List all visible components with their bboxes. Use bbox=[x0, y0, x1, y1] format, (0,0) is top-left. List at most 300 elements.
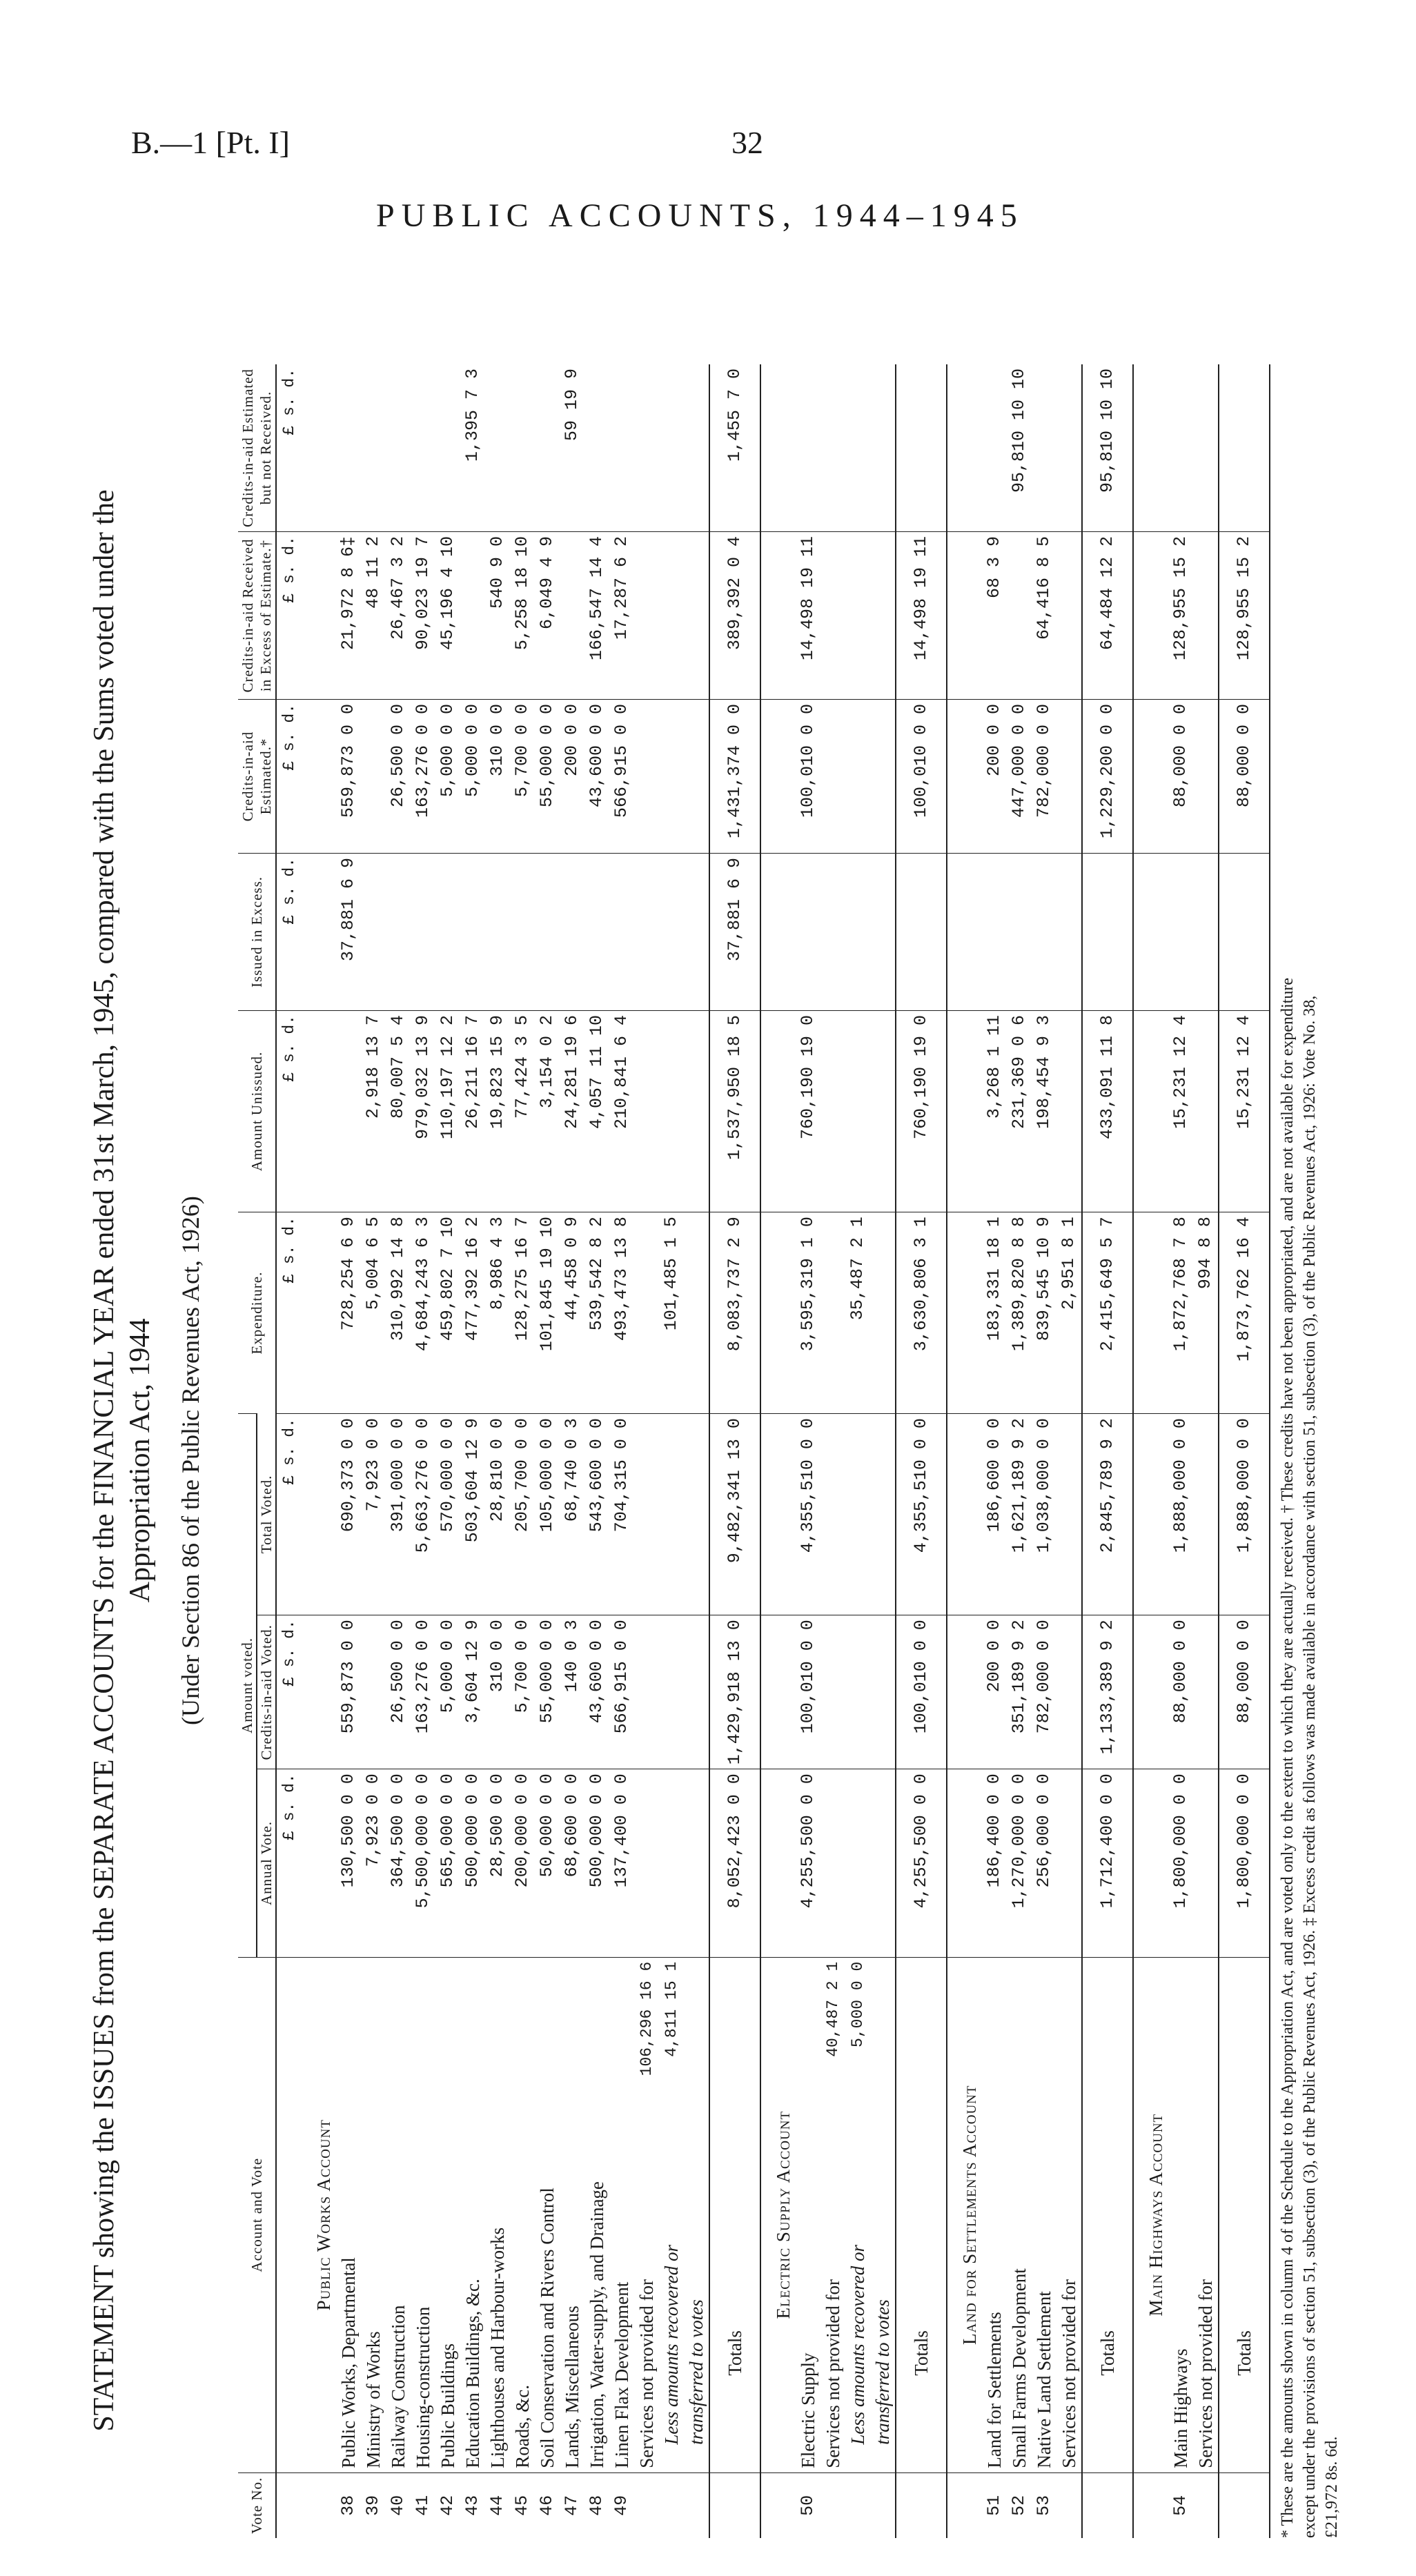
col-issued-in-excess: Issued in Excess. bbox=[238, 854, 276, 1011]
empty-cell bbox=[760, 1011, 796, 1212]
amount-civ: 26,500 0 0 bbox=[386, 1615, 411, 1769]
services-label-text: Services not provided for bbox=[823, 2279, 843, 2468]
amount-est bbox=[1193, 700, 1219, 854]
amount-annual: 137,400 0 0 bbox=[609, 1769, 634, 1957]
amount-annual: 364,500 0 0 bbox=[386, 1769, 411, 1957]
vote-cell bbox=[947, 2472, 982, 2538]
empty-cell bbox=[947, 364, 982, 532]
col-total-voted: Total Voted. bbox=[257, 1414, 276, 1615]
amount-est: 43,600 0 0 bbox=[584, 700, 609, 854]
vote-number: 38 bbox=[336, 2472, 361, 2538]
amount-est: 5,000 0 0 bbox=[460, 700, 485, 854]
empty-cell bbox=[760, 1414, 796, 1615]
empty-cell bbox=[634, 1615, 659, 1769]
amount-total: 690,373 0 0 bbox=[336, 1414, 361, 1615]
amount-notrecv bbox=[796, 364, 820, 532]
amount-recv: 14,498 19 11 bbox=[796, 532, 820, 700]
amount-est: 5,000 0 0 bbox=[435, 700, 460, 854]
vote-number: 48 bbox=[584, 2472, 609, 2538]
amount-total bbox=[1193, 1414, 1219, 1615]
table-row bbox=[1032, 364, 1056, 2538]
empty-cell bbox=[659, 1011, 709, 1212]
amount-recv bbox=[560, 532, 584, 700]
services-row bbox=[820, 364, 845, 2538]
amount-excess bbox=[435, 854, 460, 1011]
net-services-expenditure: 35,487 2 1 bbox=[845, 1212, 896, 1414]
vote-number: 39 bbox=[361, 2472, 386, 2538]
vote-number bbox=[1056, 2472, 1082, 2538]
vote-cell bbox=[1133, 2472, 1168, 2538]
document-code: B.—1 [Pt. I] bbox=[131, 125, 290, 160]
empty-cell bbox=[820, 1414, 845, 1615]
amount-annual: 50,000 0 0 bbox=[535, 1769, 560, 1957]
total-unissued: 433,091 11 8 bbox=[1082, 1011, 1133, 1212]
vote-number: 44 bbox=[485, 2472, 510, 2538]
amount-excess bbox=[1007, 854, 1032, 1011]
vote-cell bbox=[634, 2472, 659, 2538]
table-row bbox=[510, 364, 535, 2538]
amount-excess bbox=[1056, 854, 1082, 1011]
units-row bbox=[276, 364, 302, 2538]
amount-notrecv bbox=[361, 364, 386, 532]
total-exp: 3,630,806 3 1 bbox=[896, 1212, 947, 1414]
amount-total: 704,315 0 0 bbox=[609, 1414, 634, 1615]
empty-cell bbox=[820, 364, 845, 532]
empty-cell bbox=[634, 1414, 659, 1615]
table-row bbox=[336, 364, 361, 2538]
empty-cell bbox=[760, 1212, 796, 1414]
empty-cell bbox=[760, 1615, 796, 1769]
amount-est: 200 0 0 bbox=[982, 700, 1007, 854]
empty-cell bbox=[634, 1769, 659, 1957]
empty-cell bbox=[659, 854, 709, 1011]
total-civ: 100,010 0 0 bbox=[896, 1615, 947, 1769]
statement-heading-line2: Appropriation Act, 1944 bbox=[124, 1318, 156, 1603]
account-name: Irrigation, Water-supply, and Drainage bbox=[584, 1957, 609, 2472]
empty-cell bbox=[947, 1769, 982, 1957]
total-total: 1,888,000 0 0 bbox=[1219, 1414, 1270, 1615]
amount-notrecv bbox=[435, 364, 460, 532]
amount-total: 1,888,000 0 0 bbox=[1168, 1414, 1193, 1615]
amount-civ: 200 0 0 bbox=[982, 1615, 1007, 1769]
amount-civ: 100,010 0 0 bbox=[796, 1615, 820, 1769]
vote-number: 43 bbox=[460, 2472, 485, 2538]
empty-cell bbox=[845, 532, 896, 700]
amount-annual: 130,500 0 0 bbox=[336, 1769, 361, 1957]
totals-label: Totals bbox=[1082, 1957, 1133, 2472]
amount-exp: 459,802 7 10 bbox=[435, 1212, 460, 1414]
empty-cell bbox=[820, 532, 845, 700]
amount-exp: 1,389,820 8 8 bbox=[1007, 1212, 1032, 1414]
amount-est: 447,000 0 0 bbox=[1007, 700, 1032, 854]
table-row bbox=[584, 364, 609, 2538]
amount-excess bbox=[460, 854, 485, 1011]
total-civ: 1,429,918 13 0 bbox=[709, 1615, 760, 1769]
statement-heading bbox=[86, 345, 158, 2576]
account-name: Roads, &c. bbox=[510, 1957, 535, 2472]
totals-label: Totals bbox=[896, 1957, 947, 2472]
amount-excess bbox=[1168, 854, 1193, 1011]
less-label-text: Less amounts recovered or transferred to votes bbox=[661, 2245, 707, 2445]
account-name: Soil Conservation and Rivers Control bbox=[535, 1957, 560, 2472]
amount-annual bbox=[1193, 1769, 1219, 1957]
vote-cell bbox=[760, 2472, 796, 2538]
footnote-line: * These are the amounts shown in column 4 of the Schedule to the Appropriation Act, and are voted only to the extent to which they are actually received. † These credits have not been appropriated, and are not available for expenditure bbox=[1279, 977, 1297, 2538]
empty-cell bbox=[302, 1769, 336, 1957]
total-unissued: 1,537,950 18 5 bbox=[709, 1011, 760, 1212]
amount-civ: 5,700 0 0 bbox=[510, 1615, 535, 1769]
total-civ: 1,133,389 9 2 bbox=[1082, 1615, 1133, 1769]
amount-exp: 5,004 6 5 bbox=[361, 1212, 386, 1414]
amount-total: 4,355,510 0 0 bbox=[796, 1414, 820, 1615]
amount-est: 100,010 0 0 bbox=[796, 700, 820, 854]
amount-civ: 310 0 0 bbox=[485, 1615, 510, 1769]
account-name: Lighthouses and Harbour-works bbox=[485, 1957, 510, 2472]
empty-cell bbox=[1133, 1212, 1168, 1414]
amount-recv: 64,416 8 5 bbox=[1032, 532, 1056, 700]
amount-annual: 68,600 0 0 bbox=[560, 1769, 584, 1957]
table-row bbox=[535, 364, 560, 2538]
amount-excess bbox=[535, 854, 560, 1011]
amount-unissued: 15,231 12 4 bbox=[1168, 1011, 1193, 1212]
amount-est: 310 0 0 bbox=[485, 700, 510, 854]
amount-excess bbox=[361, 854, 386, 1011]
section-title-row bbox=[1133, 364, 1168, 2538]
empty-cell bbox=[302, 700, 336, 854]
totals-row bbox=[709, 364, 760, 2538]
total-excess bbox=[896, 854, 947, 1011]
account-name: Linen Flax Development bbox=[609, 1957, 634, 2472]
table-row bbox=[411, 364, 435, 2538]
empty-cell bbox=[659, 1615, 709, 1769]
amount-annual: 500,000 0 0 bbox=[460, 1769, 485, 1957]
less-row bbox=[659, 364, 709, 2538]
total-notrecv bbox=[1219, 364, 1270, 532]
page-number: 32 bbox=[731, 125, 763, 160]
amount-total: 7,923 0 0 bbox=[361, 1414, 386, 1615]
vote-cell bbox=[1082, 2472, 1133, 2538]
amount-exp: 310,992 14 8 bbox=[386, 1212, 411, 1414]
amount-total: 570,000 0 0 bbox=[435, 1414, 460, 1615]
total-annual: 8,052,423 0 0 bbox=[709, 1769, 760, 1957]
units: £ s. d. bbox=[276, 1011, 302, 1212]
amount-est: 559,873 0 0 bbox=[336, 700, 361, 854]
amount-excess bbox=[982, 854, 1007, 1011]
amount-exp: 4,684,243 6 3 bbox=[411, 1212, 435, 1414]
amount-annual: 1,270,000 0 0 bbox=[1007, 1769, 1032, 1957]
total-est: 1,229,200 0 0 bbox=[1082, 700, 1133, 854]
amount-exp: 539,542 8 2 bbox=[584, 1212, 609, 1414]
amount-excess bbox=[510, 854, 535, 1011]
total-notrecv: 95,810 10 10 bbox=[1082, 364, 1133, 532]
vote-number: 50 bbox=[796, 2472, 820, 2538]
vote-number: 46 bbox=[535, 2472, 560, 2538]
table-row bbox=[1056, 364, 1082, 2538]
amount-exp: 128,275 16 7 bbox=[510, 1212, 535, 1414]
section-title-row bbox=[947, 364, 982, 2538]
amount-notrecv bbox=[535, 364, 560, 532]
amount-total: 1,621,189 9 2 bbox=[1007, 1414, 1032, 1615]
empty-cell bbox=[820, 1212, 845, 1414]
empty-cell bbox=[845, 1414, 896, 1615]
account-name: Education Buildings, &c. bbox=[460, 1957, 485, 2472]
amount-recv: 68 3 9 bbox=[982, 532, 1007, 700]
section-title: Main Highways Account bbox=[1133, 1957, 1168, 2472]
vote-number: 52 bbox=[1007, 2472, 1032, 2538]
amount-civ bbox=[1193, 1615, 1219, 1769]
table-row bbox=[1193, 364, 1219, 2538]
empty-cell bbox=[1133, 1414, 1168, 1615]
empty-cell bbox=[845, 1769, 896, 1957]
amount-total: 205,700 0 0 bbox=[510, 1414, 535, 1615]
table-row bbox=[386, 364, 411, 2538]
empty-cell bbox=[1133, 364, 1168, 532]
total-recv: 14,498 19 11 bbox=[896, 532, 947, 700]
amount-notrecv bbox=[510, 364, 535, 532]
total-excess: 37,881 6 9 bbox=[709, 854, 760, 1011]
account-name: Native Land Settlement bbox=[1032, 1957, 1056, 2472]
empty-cell bbox=[302, 1212, 336, 1414]
amount-annual: 256,000 0 0 bbox=[1032, 1769, 1056, 1957]
amount-recv: 17,287 6 2 bbox=[609, 532, 634, 700]
total-annual: 1,800,000 0 0 bbox=[1219, 1769, 1270, 1957]
amount-total: 1,038,000 0 0 bbox=[1032, 1414, 1056, 1615]
amount-annual: 186,400 0 0 bbox=[982, 1769, 1007, 1957]
amount-excess: 37,881 6 9 bbox=[336, 854, 361, 1011]
amount-unissued: 979,032 13 9 bbox=[411, 1011, 435, 1212]
amount-unissued: 80,007 5 4 bbox=[386, 1011, 411, 1212]
col-amount-unissued: Amount Unissued. bbox=[238, 1011, 276, 1212]
amount-notrecv bbox=[411, 364, 435, 532]
empty-cell bbox=[845, 1011, 896, 1212]
empty-cell bbox=[820, 700, 845, 854]
col-credits-not-received: Credits-in-aid Estimated but not Received. bbox=[238, 364, 276, 532]
total-unissued: 760,190 19 0 bbox=[896, 1011, 947, 1212]
vote-number bbox=[1193, 2472, 1219, 2538]
amount-civ bbox=[1056, 1615, 1082, 1769]
empty-cell bbox=[820, 1615, 845, 1769]
empty-cell bbox=[659, 532, 709, 700]
vote-number: 51 bbox=[982, 2472, 1007, 2538]
empty-cell bbox=[820, 1011, 845, 1212]
total-total: 9,482,341 13 0 bbox=[709, 1414, 760, 1615]
amount-exp: 8,986 4 3 bbox=[485, 1212, 510, 1414]
services-row bbox=[634, 364, 659, 2538]
vote-cell bbox=[659, 2472, 709, 2538]
section-title-row bbox=[760, 364, 796, 2538]
account-name: Land for Settlements bbox=[982, 1957, 1007, 2472]
amount-civ: 5,000 0 0 bbox=[435, 1615, 460, 1769]
amount-est: 163,276 0 0 bbox=[411, 700, 435, 854]
amount-excess bbox=[609, 854, 634, 1011]
empty-cell bbox=[302, 1615, 336, 1769]
amount-exp: 183,331 18 1 bbox=[982, 1212, 1007, 1414]
vote-cell bbox=[302, 2472, 336, 2538]
total-excess bbox=[1082, 854, 1133, 1011]
vote-number: 41 bbox=[411, 2472, 435, 2538]
vote-cell bbox=[896, 2472, 947, 2538]
amount-exp: 994 8 8 bbox=[1193, 1212, 1219, 1414]
empty-cell bbox=[1133, 854, 1168, 1011]
amount-recv bbox=[1007, 532, 1032, 700]
units: £ s. d. bbox=[276, 1615, 302, 1769]
empty-cell bbox=[947, 700, 982, 854]
empty-cell bbox=[1133, 1615, 1168, 1769]
amount-unissued bbox=[1193, 1011, 1219, 1212]
empty-cell bbox=[1133, 1011, 1168, 1212]
amount-civ: 351,189 9 2 bbox=[1007, 1615, 1032, 1769]
amount-est: 26,500 0 0 bbox=[386, 700, 411, 854]
empty-cell bbox=[302, 1414, 336, 1615]
empty-cell bbox=[760, 1769, 796, 1957]
section-title: Electric Supply Account bbox=[760, 1957, 796, 2472]
amount-notrecv bbox=[1193, 364, 1219, 532]
amount-unissued: 2,918 13 7 bbox=[361, 1011, 386, 1212]
amount-excess bbox=[1193, 854, 1219, 1011]
amount-recv: 45,196 4 10 bbox=[435, 532, 460, 700]
empty-cell bbox=[760, 700, 796, 854]
amount-notrecv: 95,810 10 10 bbox=[1009, 368, 1029, 493]
amount-excess bbox=[584, 854, 609, 1011]
amount-est: 55,000 0 0 bbox=[535, 700, 560, 854]
empty-cell bbox=[1133, 700, 1168, 854]
units: £ s. d. bbox=[276, 1414, 302, 1615]
total-est: 88,000 0 0 bbox=[1219, 700, 1270, 854]
empty-cell bbox=[760, 364, 796, 532]
totals-label: Totals bbox=[1219, 1957, 1270, 2472]
vote-cell bbox=[1219, 2472, 1270, 2538]
footnote-line: £21,972 8s. 6d. bbox=[1323, 2436, 1341, 2538]
empty-cell bbox=[634, 854, 659, 1011]
amount-total: 68,740 0 3 bbox=[560, 1414, 584, 1615]
empty-cell bbox=[1133, 1769, 1168, 1957]
amount-total bbox=[1056, 1414, 1082, 1615]
amount-annual: 565,000 0 0 bbox=[435, 1769, 460, 1957]
amount-exp: 1,872,768 7 8 bbox=[1168, 1212, 1193, 1414]
amount-annual bbox=[1056, 1769, 1082, 1957]
amount-civ: 88,000 0 0 bbox=[1168, 1615, 1193, 1769]
total-total: 2,845,789 9 2 bbox=[1082, 1414, 1133, 1615]
amount-unissued: 231,369 0 6 bbox=[1007, 1011, 1032, 1212]
amount-civ: 566,915 0 0 bbox=[609, 1615, 634, 1769]
vote-number: 42 bbox=[435, 2472, 460, 2538]
table-row bbox=[485, 364, 510, 2538]
amount-recv: 5,258 18 10 bbox=[510, 532, 535, 700]
amount-notrecv bbox=[1168, 364, 1193, 532]
services-amount: 106,296 16 6 bbox=[638, 1961, 656, 2076]
amount-exp: 2,951 8 1 bbox=[1056, 1212, 1082, 1414]
account-name: Electric Supply bbox=[796, 1957, 820, 2472]
totals-row bbox=[1219, 364, 1270, 2538]
table-body bbox=[276, 364, 1270, 2538]
empty-cell bbox=[760, 854, 796, 1011]
table-row bbox=[1007, 364, 1032, 2538]
empty-cell bbox=[634, 700, 659, 854]
total-exp: 2,415,649 5 7 bbox=[1082, 1212, 1133, 1414]
amount-excess bbox=[796, 854, 820, 1011]
col-expenditure: Expenditure. bbox=[238, 1212, 276, 1414]
total-recv: 64,484 12 2 bbox=[1082, 532, 1133, 700]
total-est: 1,431,374 0 0 bbox=[709, 700, 760, 854]
col-annual-vote: Annual Vote. bbox=[257, 1769, 276, 1957]
amount-unissued: 4,057 11 10 bbox=[584, 1011, 609, 1212]
amount-est bbox=[1056, 700, 1082, 854]
empty-cell bbox=[659, 1769, 709, 1957]
empty-cell bbox=[845, 1615, 896, 1769]
total-unissued: 15,231 12 4 bbox=[1219, 1011, 1270, 1212]
amount-notrecv: 1,395 7 3 bbox=[462, 368, 482, 462]
amount-civ: 782,000 0 0 bbox=[1032, 1615, 1056, 1769]
less-row bbox=[845, 364, 896, 2538]
section-title: Public Works Account bbox=[302, 1957, 336, 2472]
amount-recv: 128,955 15 2 bbox=[1168, 532, 1193, 700]
empty-cell bbox=[947, 1615, 982, 1769]
amount-annual: 500,000 0 0 bbox=[584, 1769, 609, 1957]
section-note: (Under Section 86 of the Public Revenues Act, 1926) bbox=[177, 1196, 204, 1725]
amount-unissued: 210,841 6 4 bbox=[609, 1011, 634, 1212]
amount-exp: 101,845 19 10 bbox=[535, 1212, 560, 1414]
total-notrecv: 1,455 7 0 bbox=[709, 364, 760, 532]
vote-number: 49 bbox=[609, 2472, 634, 2538]
amount-excess bbox=[1032, 854, 1056, 1011]
vote-cell bbox=[845, 2472, 896, 2538]
total-est: 100,010 0 0 bbox=[896, 700, 947, 854]
amount-exp: 3,595,319 1 0 bbox=[796, 1212, 820, 1414]
units: £ s. d. bbox=[276, 1212, 302, 1414]
amount-civ: 559,873 0 0 bbox=[336, 1615, 361, 1769]
vote-number: 45 bbox=[510, 2472, 535, 2538]
amount-recv: 21,972 8 6‡ bbox=[336, 532, 361, 700]
total-excess bbox=[1219, 854, 1270, 1011]
amount-unissued: 24,281 19 6 bbox=[560, 1011, 584, 1212]
table-row bbox=[460, 364, 485, 2538]
amount-annual: 1,800,000 0 0 bbox=[1168, 1769, 1193, 1957]
col-credits-received-excess: Credits-in-aid Received in Excess of Estimate.† bbox=[238, 532, 276, 700]
vote-number: 53 bbox=[1032, 2472, 1056, 2538]
account-name: Housing-construction bbox=[411, 1957, 435, 2472]
empty-cell bbox=[947, 1011, 982, 1212]
total-exp: 1,873,762 16 4 bbox=[1219, 1212, 1270, 1414]
empty-cell bbox=[302, 854, 336, 1011]
statement-heading-line1: STATEMENT showing the ISSUES from the SEPARATE ACCOUNTS for the FINANCIAL YEAR ended 31st March, 1945, compared with the Sums voted under the bbox=[88, 489, 120, 2432]
services-label-text: Services not provided for bbox=[636, 2279, 657, 2468]
amount-civ: 3,604 12 9 bbox=[460, 1615, 485, 1769]
account-name: Ministry of Works bbox=[361, 1957, 386, 2472]
amount-civ: 55,000 0 0 bbox=[535, 1615, 560, 1769]
total-notrecv bbox=[896, 364, 947, 532]
amount-notrecv bbox=[485, 364, 510, 532]
empty-cell bbox=[845, 854, 896, 1011]
empty-cell bbox=[820, 1769, 845, 1957]
amount-est: 782,000 0 0 bbox=[1032, 700, 1056, 854]
amount-notrecv bbox=[386, 364, 411, 532]
table-row bbox=[1168, 364, 1193, 2538]
totals-row bbox=[896, 364, 947, 2538]
amount-civ bbox=[361, 1615, 386, 1769]
account-name: Small Farms Development bbox=[1007, 1957, 1032, 2472]
less-label bbox=[845, 1957, 896, 2472]
vote-cell bbox=[820, 2472, 845, 2538]
table-row bbox=[982, 364, 1007, 2538]
rotated-statement-page bbox=[79, 345, 1363, 2576]
amount-notrecv bbox=[609, 364, 634, 532]
amount-total: 503,604 12 9 bbox=[460, 1414, 485, 1615]
col-account-and-vote: Account and Vote bbox=[238, 1957, 276, 2472]
units: £ s. d. bbox=[276, 854, 302, 1011]
table-row bbox=[609, 364, 634, 2538]
col-credits-in-aid-voted: Credits-in-aid Voted. bbox=[257, 1615, 276, 1769]
empty-cell bbox=[302, 532, 336, 700]
